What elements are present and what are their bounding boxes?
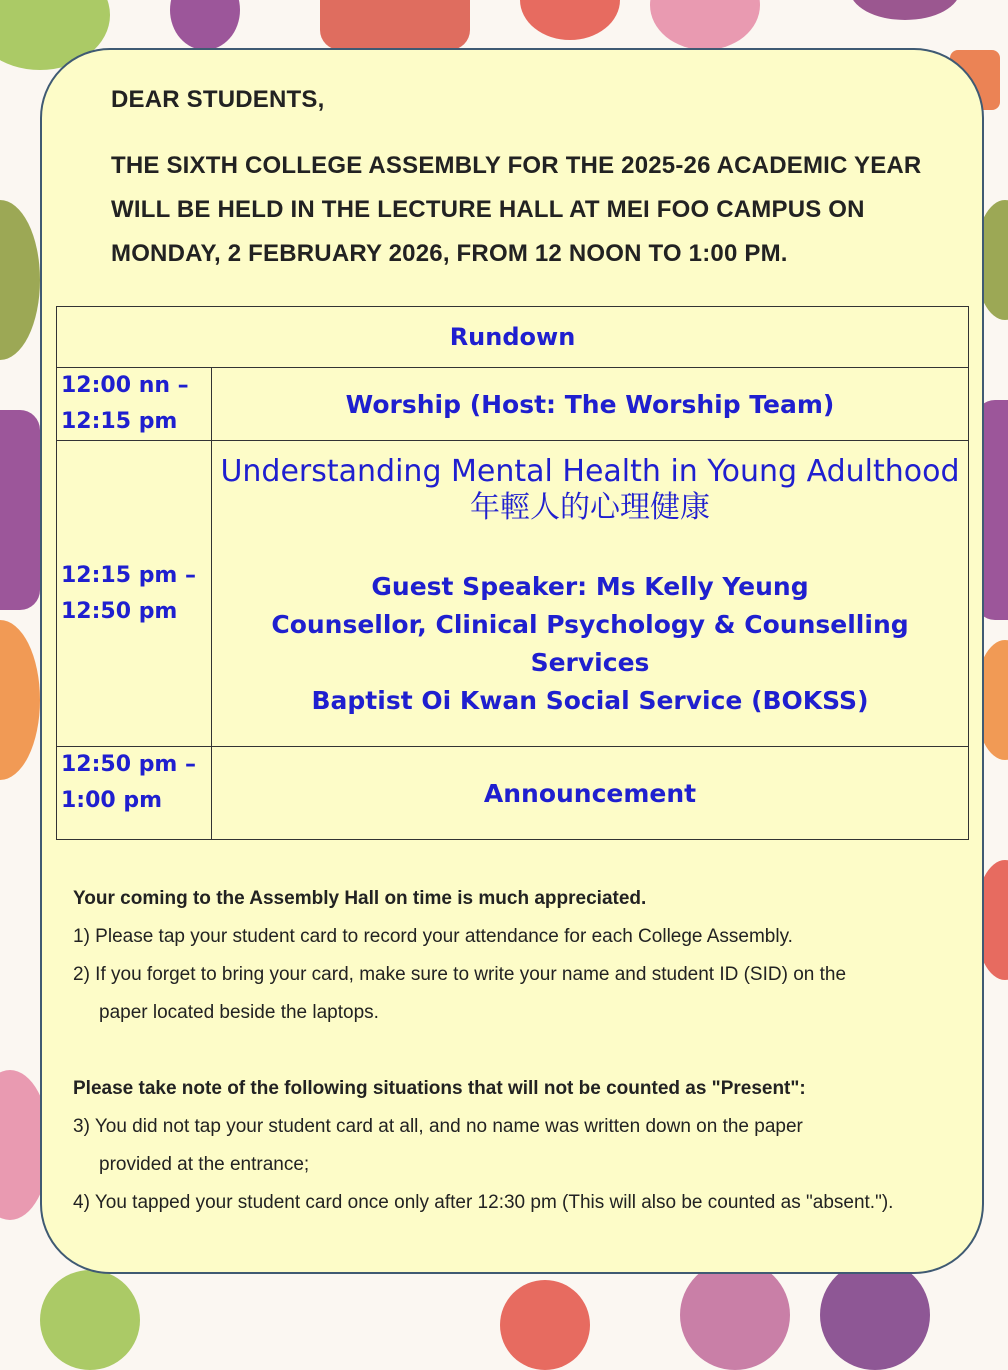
rundown-table [56, 306, 969, 840]
decor-red-shape [320, 0, 470, 50]
speaker-org: Baptist Oi Kwan Social Service (BOKSS) [311, 685, 869, 715]
decor-purple-shape [680, 1260, 790, 1370]
time-cell [57, 747, 212, 840]
time-start: 12:00 nn – [61, 373, 189, 398]
activity-announcement: Announcement [212, 747, 969, 840]
decor-orange-shape [0, 620, 40, 780]
time-start: 12:15 pm – [61, 562, 197, 588]
note-item-2-cont: paper located beside the laptops. [99, 1002, 379, 1023]
time-cell [57, 441, 212, 747]
decor-purple-shape [820, 1260, 930, 1370]
note-item-4: 4) You tapped your student card once only after 12:30 pm (This will also be counted as "absent."). [73, 1192, 894, 1213]
decor-green-shape [40, 1270, 140, 1370]
talk-title-en: Understanding Mental Health in Young Adulthood [220, 453, 960, 489]
decor-purple-shape [170, 0, 240, 50]
note-item-2: 2) If you forget to bring your card, make sure to write your name and student ID (SID) on the [73, 964, 847, 985]
decor-purple-shape [850, 0, 960, 20]
time-end: 12:50 pm [61, 598, 178, 624]
activity-talk [212, 441, 969, 747]
decor-red-shape [520, 0, 620, 40]
time-cell [57, 368, 212, 441]
time-start: 12:50 pm – [61, 752, 197, 777]
decor-olive-shape [0, 200, 40, 360]
note-item-1: 1) Please tap your student card to record your attendance for each College Assembly. [73, 926, 793, 947]
decor-purple-shape [0, 410, 40, 610]
announcement-line-2: WILL BE HELD IN THE LECTURE HALL AT MEI FOO CAMPUS ON [111, 196, 865, 223]
decor-pink-shape [650, 0, 760, 50]
notes-heading-2: Please take note of the following situations that will not be counted as "Present": [73, 1078, 806, 1099]
greeting: DEAR STUDENTS, [111, 86, 325, 113]
time-end: 12:15 pm [61, 409, 178, 434]
activity-worship: Worship (Host: The Worship Team) [212, 368, 969, 441]
note-item-3-cont: provided at the entrance; [99, 1154, 310, 1175]
intro-section [111, 86, 971, 276]
guest-speaker: Guest Speaker: Ms Kelly Yeung [371, 571, 809, 601]
note-item-3: 3) You did not tap your student card at all, and no name was written down on the paper [73, 1116, 803, 1137]
table-row [57, 441, 969, 747]
table-row [57, 368, 969, 441]
announcement-line-1: THE SIXTH COLLEGE ASSEMBLY FOR THE 2025-26 ACADEMIC YEAR [111, 152, 922, 179]
notes-section [73, 880, 973, 1222]
time-end: 1:00 pm [61, 788, 163, 813]
announcement-line-3: MONDAY, 2 FEBRUARY 2026, FROM 12 NOON TO 1:00 PM. [111, 240, 788, 267]
talk-title-zh: 年輕人的心理健康 [470, 489, 710, 525]
speaker-role: Counsellor, Clinical Psychology & Counselling Services [271, 609, 909, 677]
decor-red-shape [500, 1280, 590, 1370]
table-row [57, 747, 969, 840]
notes-heading-1: Your coming to the Assembly Hall on time is much appreciated. [73, 888, 647, 909]
rundown-header: Rundown [57, 307, 969, 368]
